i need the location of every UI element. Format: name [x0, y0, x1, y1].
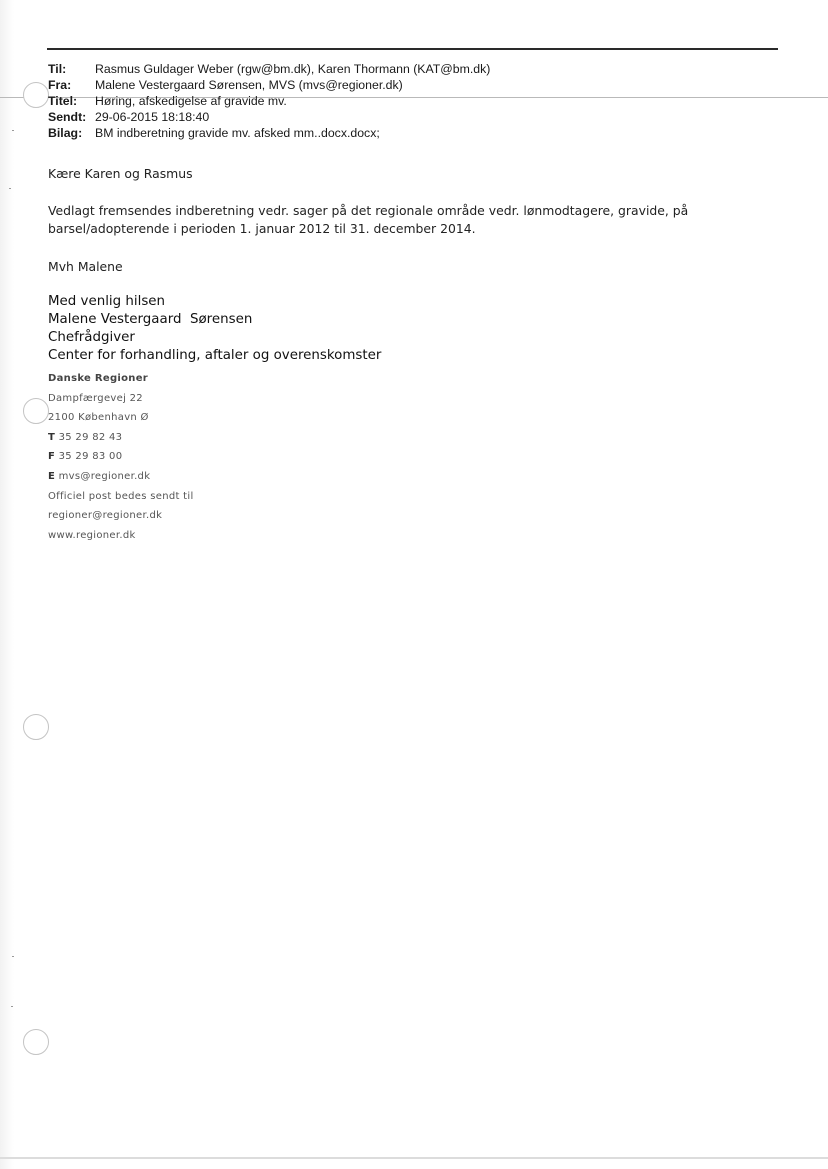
scan-speck — [9, 188, 11, 189]
header-subject-row — [48, 93, 490, 109]
fax-prefix: F — [48, 451, 56, 463]
fax-number: 35 29 83 00 — [58, 451, 123, 463]
signature-block — [48, 293, 381, 365]
scan-speck — [12, 130, 14, 131]
attachment-value: BM indberetning gravide mv. afsked mm..docx.docx; — [95, 126, 380, 140]
email-address: mvs@regioner.dk — [58, 470, 151, 482]
phone-prefix: T — [48, 431, 56, 443]
signature-regards: Med venlig hilsen — [48, 294, 166, 309]
subject-value: Høring, afskedigelse af gravide mv. — [95, 94, 287, 108]
punch-hole — [23, 82, 49, 108]
organization-street: Dampfærgevej 22 — [48, 392, 143, 404]
organization-name: Danske Regioner — [48, 373, 149, 384]
organization-city: 2100 København Ø — [48, 412, 149, 424]
header-from-row — [48, 77, 490, 93]
phone-number: 35 29 82 43 — [58, 431, 123, 443]
signature-department: Center for forhandling, aftaler og overenskomster — [48, 348, 382, 363]
bottom-edge — [0, 1157, 828, 1159]
sent-value: 29-06-2015 18:18:40 — [95, 110, 210, 124]
post-note: Officiel post bedes sendt til — [48, 490, 194, 502]
website: www.regioner.dk — [48, 529, 136, 541]
body-paragraph-line: Vedlagt fremsendes indberetning vedr. sager på det regionale område vedr. lønmodtagere, gravide, på — [48, 203, 689, 218]
to-label: Til: — [48, 62, 67, 76]
punch-hole — [23, 398, 49, 424]
header-sent-row — [48, 109, 490, 125]
organization-phone-row — [48, 428, 194, 448]
scan-shadow — [0, 0, 14, 1169]
body-paragraph — [48, 202, 748, 238]
scan-speck — [11, 1006, 13, 1007]
header-attachment-row — [48, 125, 490, 141]
body-paragraph-line: barsel/adopterende i perioden 1. januar 2012 til 31. december 2014. — [48, 221, 476, 236]
header-to-row — [48, 61, 490, 77]
sent-label: Sendt: — [48, 110, 87, 124]
post-email: regioner@regioner.dk — [48, 510, 163, 522]
closing: Mvh Malene — [48, 259, 123, 274]
subject-label: Titel: — [48, 94, 78, 108]
attachment-label: Bilag: — [48, 126, 83, 140]
signature-name: Malene Vestergaard Sørensen — [48, 312, 253, 327]
from-value: Malene Vestergaard Sørensen, MVS (mvs@regioner.dk) — [95, 78, 403, 92]
scan-speck — [12, 956, 14, 957]
punch-hole — [23, 714, 49, 740]
punch-hole — [23, 1029, 49, 1055]
email-prefix: E — [48, 470, 56, 482]
greeting: Kære Karen og Rasmus — [48, 166, 193, 181]
from-label: Fra: — [48, 78, 72, 92]
to-value: Rasmus Guldager Weber (rgw@bm.dk), Karen Thormann (KAT@bm.dk) — [95, 62, 491, 76]
organization-fax-row — [48, 447, 194, 467]
organization-email-row — [48, 467, 194, 487]
top-rule — [47, 48, 778, 50]
signature-title: Chefrådgiver — [48, 330, 135, 345]
organization-block — [48, 369, 194, 545]
email-header — [48, 61, 490, 141]
